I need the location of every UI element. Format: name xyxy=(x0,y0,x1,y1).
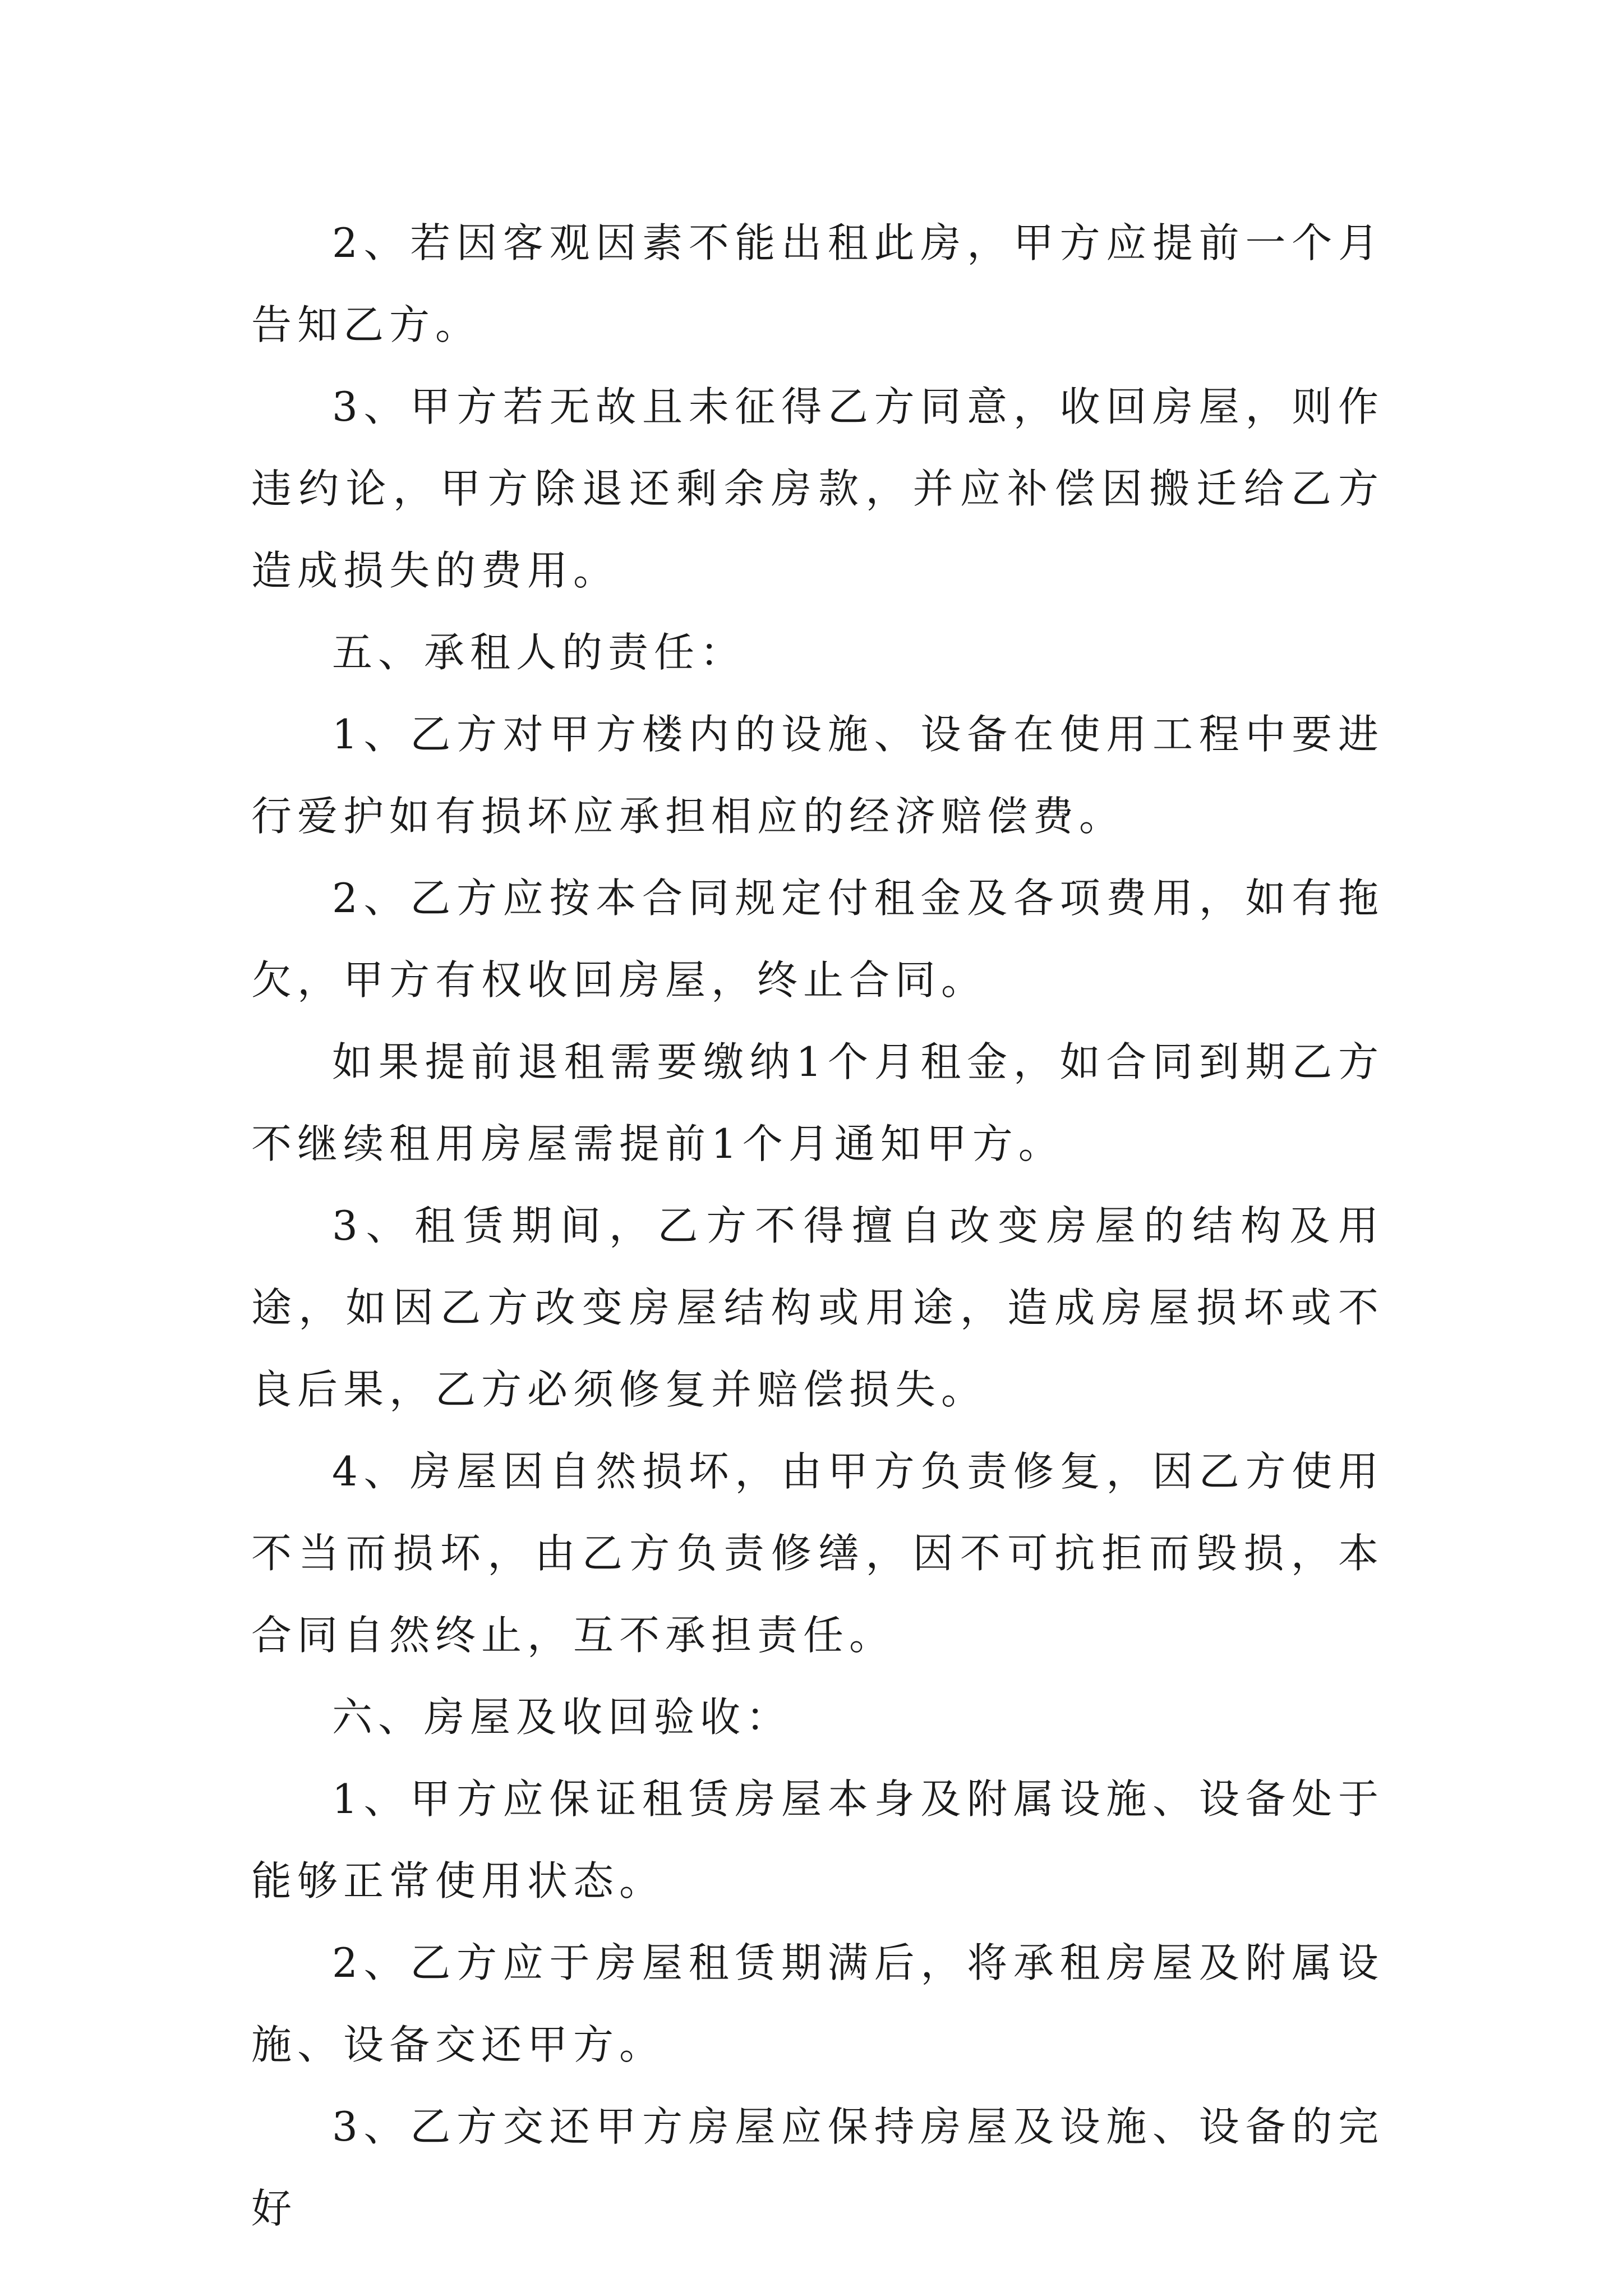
paragraph-clause-5-2: 2、乙方应按本合同规定付租金及各项费用，如有拖欠，甲方有权收回房屋，终止合同。 xyxy=(251,875,1384,1004)
paragraph-clause-4-2: 2、若因客观因素不能出租此房，甲方应提前一个月告知乙方。 xyxy=(251,219,1384,348)
section-heading-house-return-inspection: 六、房屋及收回验收： xyxy=(332,1694,792,1741)
document-body xyxy=(251,202,1384,2249)
paragraph-clause-5-3: 3、租赁期间，乙方不得擅自改变房屋的结构及用途，如因乙方改变房屋结构或用途，造成房屋损坏或不良后果，乙方必须修复并赔偿损失。 xyxy=(251,1202,1384,1413)
paragraph-clause-6-2: 2、乙方应于房屋租赁期满后，将承租房屋及附属设施、设备交还甲方。 xyxy=(251,1939,1384,2068)
paragraph-early-termination: 如果提前退租需要缴纳1个月租金，如合同到期乙方不继续租用房屋需提前1个月通知甲方。 xyxy=(251,1038,1384,1167)
paragraph-clause-4-3: 3、甲方若无故且未征得乙方同意，收回房屋，则作违约论，甲方除退还剩余房款，并应补偿因搬迁给乙方造成损失的费用。 xyxy=(251,383,1384,594)
paragraph-clause-6-3: 3、乙方交还甲方房屋应保持房屋及设施、设备的完好 xyxy=(251,2103,1384,2232)
paragraph-clause-6-1: 1、甲方应保证租赁房屋本身及附属设施、设备处于能够正常使用状态。 xyxy=(251,1775,1384,1904)
section-heading-tenant-responsibility: 五、承租人的责任： xyxy=(332,629,746,676)
paragraph-clause-5-4: 4、房屋因自然损坏，由甲方负责修复，因乙方使用不当而损坏，由乙方负责修缮，因不可抗拒而毁损，本合同自然终止，互不承担责任。 xyxy=(251,1448,1384,1659)
paragraph-clause-5-1: 1、乙方对甲方楼内的设施、设备在使用工程中要进行爱护如有损坏应承担相应的经济赔偿费。 xyxy=(251,711,1384,840)
